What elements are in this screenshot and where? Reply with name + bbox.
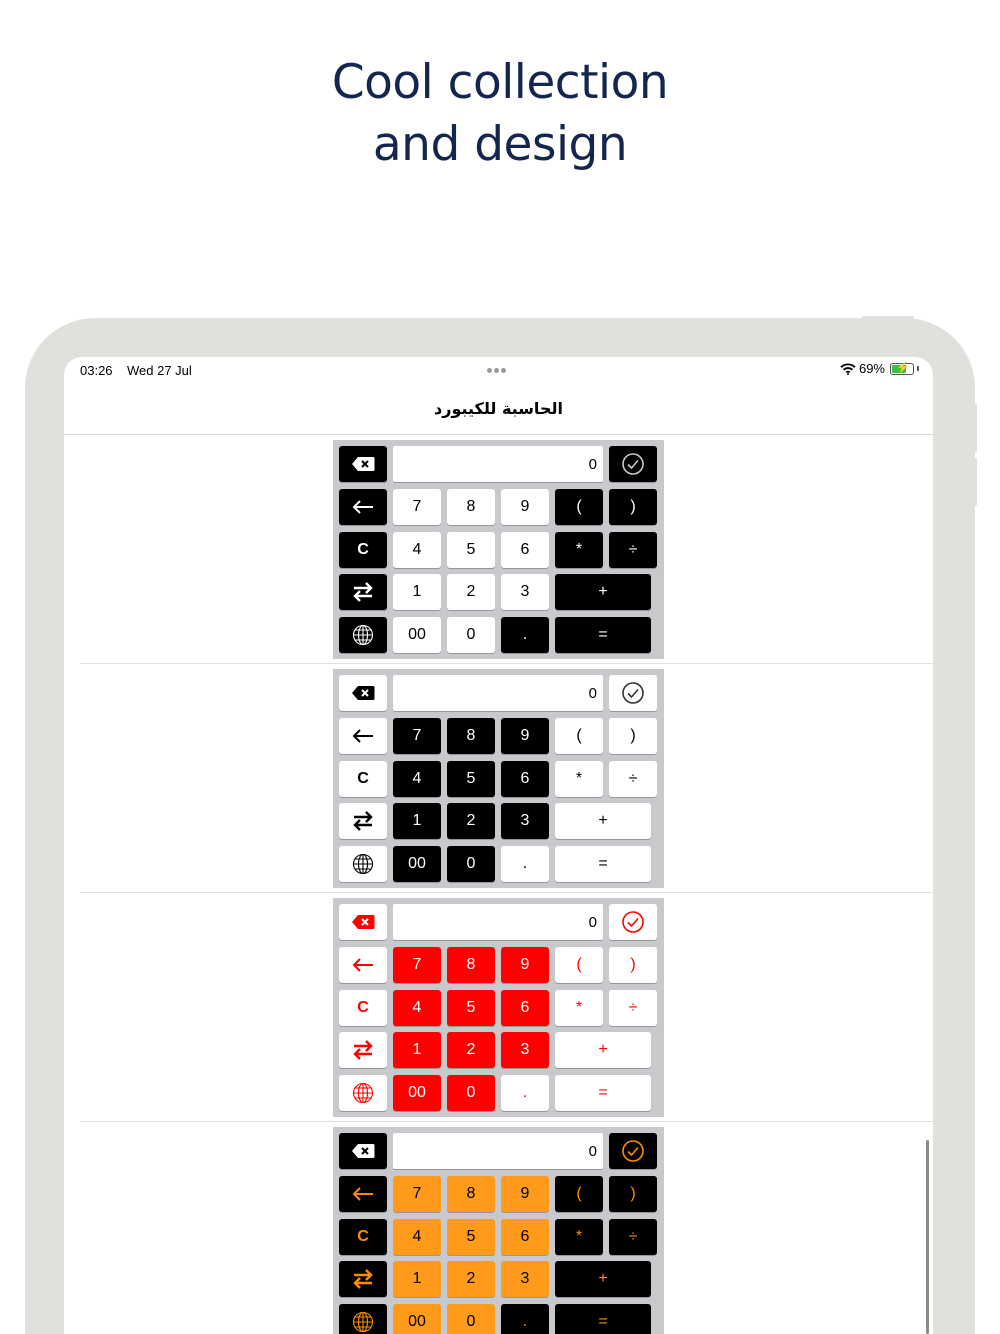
calculator-keyboard-preview[interactable] (333, 669, 664, 888)
key-6-label: 6 (520, 541, 530, 558)
key-7-label: 7 (412, 956, 422, 973)
delete-button[interactable] (339, 904, 387, 940)
battery-cap (917, 366, 919, 371)
key-decimal[interactable] (501, 617, 549, 653)
done-button[interactable] (609, 904, 657, 940)
key-divide[interactable] (609, 990, 657, 1026)
key-decimal-label: . (522, 626, 528, 643)
key-close-paren[interactable] (609, 489, 657, 525)
key-9[interactable] (501, 1176, 549, 1212)
key-00-label: 00 (408, 626, 426, 643)
key-equals[interactable] (555, 1075, 651, 1111)
check-icon (621, 910, 645, 934)
check-icon (621, 681, 645, 705)
key-4-label: 4 (412, 770, 422, 787)
globe-button[interactable] (339, 1075, 387, 1111)
key-open-paren[interactable] (555, 947, 603, 983)
key-8-label: 8 (466, 498, 476, 515)
key-equals-label: = (598, 1313, 608, 1330)
key-4[interactable] (393, 990, 441, 1026)
key-plus-label: + (598, 583, 608, 600)
key-plus[interactable] (555, 1032, 651, 1068)
key-9[interactable] (501, 718, 549, 754)
swap-icon (352, 811, 374, 831)
key-equals-label: = (598, 1084, 608, 1101)
key-4-label: 4 (412, 1228, 422, 1245)
key-open-paren[interactable] (555, 489, 603, 525)
globe-icon (352, 1082, 374, 1104)
battery-icon: ⚡ (890, 363, 914, 375)
key-00-label: 00 (408, 1313, 426, 1330)
key-open-paren-label: ( (576, 956, 582, 973)
key-6-label: 6 (520, 770, 530, 787)
key-open-paren[interactable] (555, 718, 603, 754)
key-2[interactable] (447, 803, 495, 839)
key-divide-label: ÷ (628, 541, 638, 558)
key-plus[interactable] (555, 803, 651, 839)
headline-line-1: Cool collection (331, 55, 669, 110)
delete-icon (351, 456, 375, 472)
key-2[interactable] (447, 574, 495, 610)
key-0[interactable] (447, 1304, 495, 1334)
key-7-label: 7 (412, 498, 422, 515)
key-multiply-label: * (575, 1228, 583, 1245)
delete-icon (351, 914, 375, 930)
key-8[interactable] (447, 718, 495, 754)
key-4[interactable] (393, 1219, 441, 1255)
key-3-label: 3 (520, 1041, 530, 1058)
calculator-display[interactable] (393, 675, 603, 711)
key-6[interactable] (501, 532, 549, 568)
key-close-paren-label: ) (630, 727, 636, 744)
key-00[interactable] (393, 846, 441, 882)
key-0[interactable] (447, 846, 495, 882)
key-00-label: 00 (408, 855, 426, 872)
theme-row-black-numbers[interactable] (64, 664, 933, 893)
headline-line-2: and design (372, 117, 628, 172)
key-3-label: 3 (520, 812, 530, 829)
key-9-label: 9 (520, 956, 530, 973)
key-6[interactable] (501, 1219, 549, 1255)
key-multiply[interactable] (555, 761, 603, 797)
key-1-label: 1 (412, 1041, 422, 1058)
key-6[interactable] (501, 990, 549, 1026)
key-00[interactable] (393, 1075, 441, 1111)
key-open-paren-label: ( (576, 498, 582, 515)
key-8[interactable] (447, 1176, 495, 1212)
calculator-display-label: 0 (588, 455, 597, 473)
key-multiply-label: * (575, 541, 583, 558)
swap-icon (352, 1040, 374, 1060)
swap-icon (352, 1269, 374, 1289)
key-0-label: 0 (466, 855, 476, 872)
key-multiply[interactable] (555, 532, 603, 568)
key-00-label: 00 (408, 1084, 426, 1101)
clear-button-label: C (357, 541, 369, 558)
key-equals-label: = (598, 855, 608, 872)
key-7[interactable] (393, 1176, 441, 1212)
key-3-label: 3 (520, 583, 530, 600)
theme-row-black-keys[interactable] (64, 435, 933, 664)
key-6-label: 6 (520, 999, 530, 1016)
clear-button-label: C (357, 1228, 369, 1245)
cursor-left-button[interactable] (339, 718, 387, 754)
scroll-indicator (926, 1140, 929, 1334)
theme-row-red[interactable] (64, 893, 933, 1122)
key-5[interactable] (447, 990, 495, 1026)
key-divide[interactable] (609, 1219, 657, 1255)
key-6[interactable] (501, 761, 549, 797)
key-5-label: 5 (466, 1228, 476, 1245)
key-7-label: 7 (412, 727, 422, 744)
cursor-left-button[interactable] (339, 947, 387, 983)
key-plus-label: + (598, 1270, 608, 1287)
status-bar (64, 357, 933, 383)
key-8[interactable] (447, 947, 495, 983)
clear-button[interactable] (339, 990, 387, 1026)
delete-button[interactable] (339, 446, 387, 482)
key-decimal[interactable] (501, 1075, 549, 1111)
key-7[interactable] (393, 718, 441, 754)
arrow-left-icon (351, 1187, 375, 1201)
swap-button[interactable] (339, 1261, 387, 1297)
key-0-label: 0 (466, 1313, 476, 1330)
key-decimal-label: . (522, 855, 528, 872)
calculator-display-label: 0 (588, 1142, 597, 1160)
calculator-display[interactable] (393, 446, 603, 482)
key-0-label: 0 (466, 626, 476, 643)
wifi-icon (840, 363, 856, 375)
key-8[interactable] (447, 489, 495, 525)
key-8-label: 8 (466, 956, 476, 973)
key-1-label: 1 (412, 583, 422, 600)
calculator-display[interactable] (393, 904, 603, 940)
clear-button[interactable] (339, 761, 387, 797)
cursor-left-button[interactable] (339, 489, 387, 525)
done-button[interactable] (609, 1133, 657, 1169)
key-1[interactable] (393, 1261, 441, 1297)
arrow-left-icon (351, 500, 375, 514)
key-close-paren[interactable] (609, 1176, 657, 1212)
key-5[interactable] (447, 532, 495, 568)
key-open-paren-label: ( (576, 727, 582, 744)
clear-button[interactable] (339, 1219, 387, 1255)
status-right (840, 361, 919, 376)
nav-title: الحاسبة للكيبورد (64, 383, 933, 435)
delete-button[interactable] (339, 675, 387, 711)
key-2[interactable] (447, 1261, 495, 1297)
arrow-left-icon (351, 958, 375, 972)
key-3[interactable] (501, 803, 549, 839)
key-2-label: 2 (466, 1270, 476, 1287)
multitasking-dots-icon[interactable] (487, 361, 511, 371)
check-icon (621, 452, 645, 476)
key-4[interactable] (393, 532, 441, 568)
key-divide[interactable] (609, 532, 657, 568)
key-9-label: 9 (520, 727, 530, 744)
key-1[interactable] (393, 574, 441, 610)
globe-button[interactable] (339, 1304, 387, 1334)
key-3[interactable] (501, 1261, 549, 1297)
key-4-label: 4 (412, 999, 422, 1016)
key-multiply-label: * (575, 999, 583, 1016)
swap-button[interactable] (339, 803, 387, 839)
delete-icon (351, 1143, 375, 1159)
globe-icon (352, 624, 374, 646)
key-00[interactable] (393, 1304, 441, 1334)
key-2-label: 2 (466, 1041, 476, 1058)
key-7[interactable] (393, 489, 441, 525)
status-time: 03:26 (80, 363, 113, 378)
key-4-label: 4 (412, 541, 422, 558)
check-icon (621, 1139, 645, 1163)
key-1[interactable] (393, 803, 441, 839)
key-5[interactable] (447, 761, 495, 797)
key-decimal-label: . (522, 1084, 528, 1101)
cursor-left-button[interactable] (339, 1176, 387, 1212)
top-button (862, 316, 914, 320)
clear-button-label: C (357, 999, 369, 1016)
clear-button-label: C (357, 770, 369, 787)
key-4[interactable] (393, 761, 441, 797)
key-multiply-label: * (575, 770, 583, 787)
volume-down-button (973, 458, 977, 506)
globe-button[interactable] (339, 617, 387, 653)
done-button[interactable] (609, 446, 657, 482)
key-5-label: 5 (466, 770, 476, 787)
key-5[interactable] (447, 1219, 495, 1255)
key-3[interactable] (501, 1032, 549, 1068)
delete-icon (351, 685, 375, 701)
key-3[interactable] (501, 574, 549, 610)
swap-button[interactable] (339, 1032, 387, 1068)
key-close-paren[interactable] (609, 947, 657, 983)
key-9-label: 9 (520, 498, 530, 515)
key-decimal[interactable] (501, 846, 549, 882)
key-5-label: 5 (466, 541, 476, 558)
key-6-label: 6 (520, 1228, 530, 1245)
delete-button[interactable] (339, 1133, 387, 1169)
key-close-paren-label: ) (630, 956, 636, 973)
volume-up-button (973, 404, 977, 452)
calculator-display-label: 0 (588, 913, 597, 931)
key-8-label: 8 (466, 1185, 476, 1202)
key-equals[interactable] (555, 1304, 651, 1334)
key-2[interactable] (447, 1032, 495, 1068)
key-multiply[interactable] (555, 990, 603, 1026)
globe-icon (352, 853, 374, 875)
swap-button[interactable] (339, 574, 387, 610)
key-plus-label: + (598, 812, 608, 829)
key-0-label: 0 (466, 1084, 476, 1101)
key-0[interactable] (447, 1075, 495, 1111)
keyboard-theme-list (64, 435, 933, 1334)
key-1-label: 1 (412, 1270, 422, 1287)
key-9[interactable] (501, 947, 549, 983)
key-3-label: 3 (520, 1270, 530, 1287)
calculator-keyboard-preview[interactable] (333, 898, 664, 1117)
swap-icon (352, 582, 374, 602)
key-0[interactable] (447, 617, 495, 653)
key-8-label: 8 (466, 727, 476, 744)
key-close-paren-label: ) (630, 498, 636, 515)
key-7[interactable] (393, 947, 441, 983)
key-2-label: 2 (466, 583, 476, 600)
screen (64, 357, 933, 1334)
key-divide-label: ÷ (628, 999, 638, 1016)
status-date: Wed 27 Jul (127, 363, 192, 378)
key-decimal-label: . (522, 1313, 528, 1330)
calculator-display[interactable] (393, 1133, 603, 1169)
globe-button[interactable] (339, 846, 387, 882)
key-equals[interactable] (555, 846, 651, 882)
key-divide-label: ÷ (628, 1228, 638, 1245)
calculator-keyboard-preview[interactable] (333, 440, 664, 659)
calculator-display-label: 0 (588, 684, 597, 702)
theme-row-orange[interactable] (64, 1122, 933, 1334)
key-close-paren-label: ) (630, 1185, 636, 1202)
clear-button[interactable] (339, 532, 387, 568)
key-close-paren[interactable] (609, 718, 657, 754)
key-plus-label: + (598, 1041, 608, 1058)
key-decimal[interactable] (501, 1304, 549, 1334)
globe-icon (352, 1311, 374, 1333)
key-9[interactable] (501, 489, 549, 525)
key-equals[interactable] (555, 617, 651, 653)
key-plus[interactable] (555, 1261, 651, 1297)
key-1[interactable] (393, 1032, 441, 1068)
key-open-paren[interactable] (555, 1176, 603, 1212)
key-2-label: 2 (466, 812, 476, 829)
key-open-paren-label: ( (576, 1185, 582, 1202)
key-1-label: 1 (412, 812, 422, 829)
calculator-keyboard-preview[interactable] (333, 1127, 664, 1334)
key-00[interactable] (393, 617, 441, 653)
headline (0, 52, 1000, 176)
key-7-label: 7 (412, 1185, 422, 1202)
key-divide-label: ÷ (628, 770, 638, 787)
key-5-label: 5 (466, 999, 476, 1016)
key-divide[interactable] (609, 761, 657, 797)
key-9-label: 9 (520, 1185, 530, 1202)
done-button[interactable] (609, 675, 657, 711)
key-plus[interactable] (555, 574, 651, 610)
battery-percent: 69% (858, 361, 885, 376)
key-equals-label: = (598, 626, 608, 643)
key-multiply[interactable] (555, 1219, 603, 1255)
arrow-left-icon (351, 729, 375, 743)
